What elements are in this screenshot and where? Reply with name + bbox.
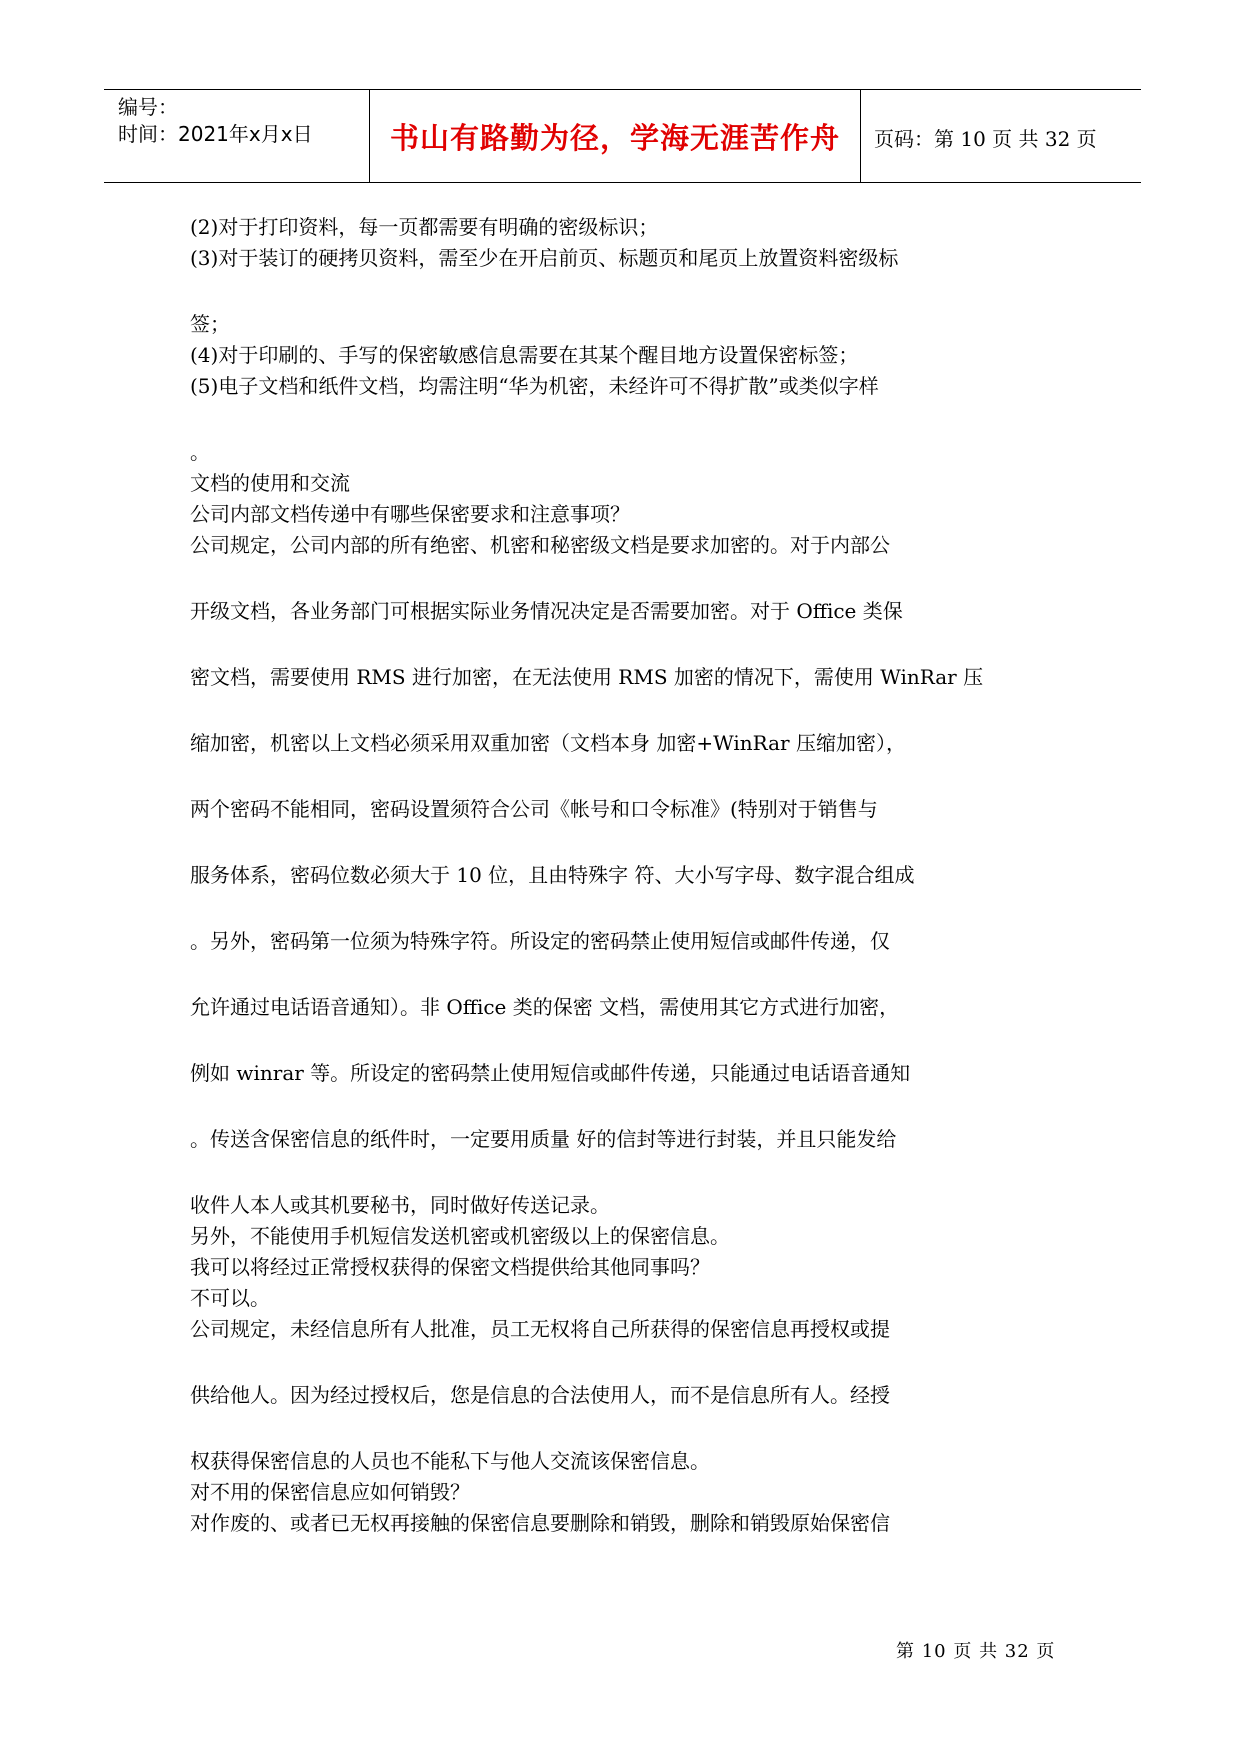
header-page-number: 页码：第 10 页 共 32 页 — [874, 127, 1097, 151]
text-line: 。传送含保密信息的纸件时，一定要用质量 好的信封等进行封装，并且只能发给 — [190, 1127, 897, 1151]
text-line: 。另外，密码第一位须为特殊字符。所设定的密码禁止使用短信或邮件传递，仅 — [190, 929, 890, 953]
page-header — [104, 89, 1141, 183]
question: 对不用的保密信息应如何销毁？ — [190, 1480, 470, 1504]
text-line: 开级文档，各业务部门可根据实际业务情况决定是否需要加密。对于 Office 类保 — [190, 599, 903, 623]
document-body — [190, 212, 1050, 1539]
section-heading: 文档的使用和交流 — [190, 471, 350, 495]
text-line: 密文档，需要使用 RMS 进行加密，在无法使用 RMS 加密的情况下，需使用 WinRar 压 — [190, 665, 984, 689]
text-line: 公司规定，公司内部的所有绝密、机密和秘密级文档是要求加密的。对于内部公 — [190, 533, 890, 557]
text-line: 。 — [190, 440, 210, 464]
text-line: 公司规定，未经信息所有人批准，员工无权将自己所获得的保密信息再授权或提 — [190, 1317, 890, 1341]
text-line: 对作废的、或者已无权再接触的保密信息要删除和销毁，删除和销毁原始保密信 — [190, 1511, 890, 1535]
text-line: 供给他人。因为经过授权后，您是信息的合法使用人，而不是信息所有人。经授 — [190, 1383, 890, 1407]
text-line: 缩加密，机密以上文档必须采用双重加密（文档本身 加密+WinRar 压缩加密）， — [190, 731, 906, 755]
text-line: 不可以。 — [190, 1286, 270, 1310]
text-line: 例如 winrar 等。所设定的密码禁止使用短信或邮件传递，只能通过电话语音通知 — [190, 1061, 911, 1085]
text-line: 允许通过电话语音通知）。非 Office 类的保密 文档，需使用其它方式进行加密， — [190, 995, 900, 1019]
header-divider — [860, 90, 861, 182]
question: 公司内部文档传递中有哪些保密要求和注意事项？ — [190, 502, 630, 526]
number-label: 编号： — [118, 95, 178, 119]
text-line: 签； — [190, 312, 230, 336]
text-line: (5)电子文档和纸件文档，均需注明“华为机密，未经许可不得扩散”或类似字样 — [190, 374, 879, 398]
text-line: (4)对于印刷的、手写的保密敏感信息需要在其某个醒目地方设置保密标签； — [190, 343, 859, 367]
text-line: (2)对于打印资料，每一页都需要有明确的密级标识； — [190, 215, 659, 239]
time-label: 时间：2021年x月x日 — [118, 122, 313, 146]
text-line: 服务体系，密码位数必须大于 10 位，且由特殊字 符、大小写字母、数字混合组成 — [190, 863, 915, 887]
text-line: 收件人本人或其机要秘书，同时做好传送记录。 — [190, 1193, 610, 1217]
text-line: 两个密码不能相同，密码设置须符合公司《帐号和口令标准》(特别对于销售与 — [190, 797, 878, 821]
question: 我可以将经过正常授权获得的保密文档提供给其他同事吗？ — [190, 1255, 710, 1279]
page-footer: 第 10 页 共 32 页 — [896, 1641, 1056, 1662]
text-line: 另外，不能使用手机短信发送机密或机密级以上的保密信息。 — [190, 1224, 730, 1248]
text-line: 权获得保密信息的人员也不能私下与他人交流该保密信息。 — [190, 1449, 710, 1473]
text-line: (3)对于装订的硬拷贝资料，需至少在开启前页、标题页和尾页上放置资料密级标 — [190, 246, 899, 270]
header-meta — [118, 94, 313, 148]
header-motto: 书山有路勤为径，学海无涯苦作舟 — [389, 121, 840, 155]
